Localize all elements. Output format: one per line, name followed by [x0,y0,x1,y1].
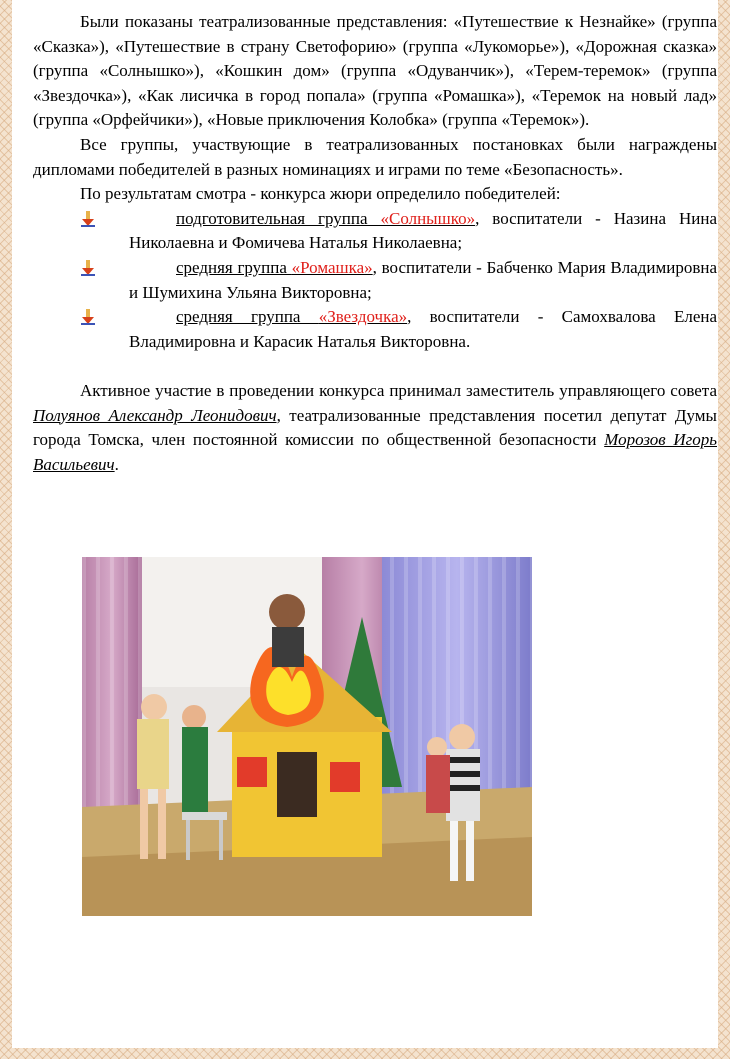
paragraph-awards: Все группы, участвующие в театрализованных постановках были награждены дипломами победителей в разных номинациях и играми по теме «Безопасность». [33,134,717,179]
winner-group-name: «Звездочка» [318,307,408,327]
down-arrow-icon [80,211,96,227]
down-arrow-icon [80,309,96,325]
participants-text-middle: , театрализованные представления посетил депутат Думы города Томска, член постоянной комиссии по общественной безопасности [33,405,717,450]
participants-text-end: . [114,454,119,474]
document-page [12,0,718,1048]
winner-group-prefix: подготовительная группа [176,208,381,228]
winner-teachers: , воспитатели - Назина Нина Николаевна и Фомичева Наталья Николаевна; [129,208,717,253]
paragraph-performances: Были показаны театрализованные представления: «Путешествие к Незнайке» (группа «Сказка»), «Путешествие в страну Светофорию» (группа «Лукоморье»), «Дорожная сказка» (группа «Солнышко»), «Кошкин дом» (группа «Одуванчик»), «Терем-теремок» (группа «Звездочка»), «Как лисичка в город попала» (группа «Ромашка»), «Теремок на новый лад» (группа «Орфейчики»), «Новые приключения Колобка» (группа «Теремок»). [33,12,717,130]
winner-teachers: , воспитатели - Бабченко Мария Владимировна и Шумихина Ульяна Викторовна; [129,257,717,302]
winner-item-2 [33,256,717,305]
participants-text-start: Активное участие в проведении конкурса принимал заместитель управляющего совета [80,380,717,400]
winner-item-1 [33,207,717,256]
down-arrow-icon [80,260,96,276]
winner-group-prefix: средняя группа [176,307,319,327]
paragraph-results-intro: По результатам смотра - конкурса жюри определило победителей: [80,184,561,204]
winner-group-name: «Ромашка» [291,257,373,277]
winner-group-prefix: средняя группа [176,257,292,277]
winner-teachers: , воспитатели - Самохвалова Елена Владимировна и Карасик Наталья Викторовна. [129,307,718,351]
person-name-morozov: Морозов Игорь Васильевич [33,430,717,474]
winner-item-3 [33,305,717,354]
winner-group-name: «Солнышко» [380,208,476,228]
paragraph-participants [33,379,717,477]
document-text [33,10,717,477]
performance-photo [82,557,532,916]
person-name-poluyanov: Полуянов Александр Леонидович [33,405,277,425]
